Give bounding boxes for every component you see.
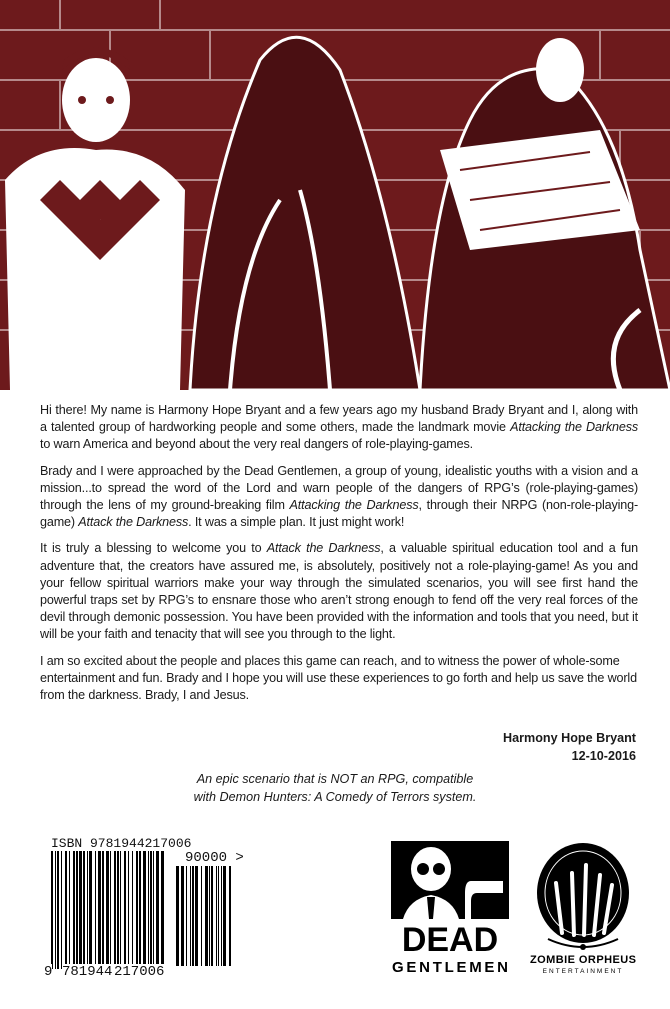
- barcode-bar: [132, 851, 133, 969]
- text: , a valuable spiritual education tool and a fun adventure that, the creators have assured me, is absolutely, positively not a role-playing-game! As you and your fellow spiritual warriors make your way through the simulated scenarios, you will see first hand the powerful traps set by RPG’s to ensnare those who aren’t strong enough to fend off the very real forces of the devil through demonic possession. You have been provided with the information and tools that you need, but it will be your faith and tenacity that will see you through to the light.: [40, 541, 638, 642]
- price-barcode: [176, 866, 234, 966]
- barcode-bar: [95, 851, 96, 969]
- text: , through their NRPG (non-role-playing-game): [40, 498, 639, 530]
- text: It is truly a blessing to welcome you to: [40, 541, 267, 556]
- isbn-label: ISBN 9781944217006: [51, 836, 192, 851]
- barcode-bar: [218, 866, 219, 966]
- barcode-bar: [120, 851, 121, 969]
- back-cover-text: [40, 402, 638, 713]
- barcode-bar: [186, 866, 187, 966]
- isbn-barcode: [51, 851, 163, 969]
- barcode-bar: [161, 851, 164, 969]
- illustration-artwork: [0, 0, 670, 390]
- barcode-bar: [201, 866, 202, 966]
- barcode-bar: [124, 851, 126, 969]
- film-title: Attacking the Darkness: [289, 498, 419, 513]
- barcode-bar: [181, 866, 184, 966]
- barcode-bar: [102, 851, 104, 969]
- text: I am so excited about the people and places this game can reach, and to witness the power of whole-some entertainment and fun. Brady and I hope you will use these experiences to go forth and help us save the world from the darkness. Brady, I and Jesus.: [40, 653, 637, 703]
- barcode-bar: [89, 851, 92, 969]
- barcode-bar: [51, 851, 53, 969]
- barcode-bar: [69, 851, 70, 969]
- barcode-bar: [139, 851, 141, 969]
- barcode-bar: [76, 851, 78, 969]
- barcode-digits-3: 217006: [114, 964, 165, 980]
- barcode-bar: [106, 851, 109, 969]
- barcode-bar: [61, 851, 62, 969]
- barcode-bar: [216, 866, 217, 966]
- barcode-bar: [117, 851, 119, 969]
- paragraph-2: [40, 463, 638, 532]
- text: . It was a simple plan. It just might work!: [188, 515, 405, 530]
- barcode-bar: [98, 851, 101, 969]
- barcode-bar: [128, 851, 129, 969]
- barcode-bar: [136, 851, 138, 969]
- cover-illustration: [0, 0, 670, 390]
- barcode-bar: [150, 851, 152, 969]
- barcode-bar: [223, 866, 226, 966]
- svg-text:DEAD: DEAD: [401, 921, 499, 959]
- zombie-orpheus-logo: [528, 843, 638, 975]
- game-title: Attack the Darkness: [266, 541, 381, 556]
- barcode-bar: [153, 851, 154, 969]
- barcode-bar: [192, 866, 194, 966]
- barcode-bar: [190, 866, 191, 966]
- tagline: [0, 770, 670, 806]
- price-code: 90000 >: [185, 850, 244, 866]
- barcode-bar: [65, 851, 67, 969]
- signature-name: Harmony Hope Bryant: [503, 731, 636, 745]
- barcode-bar: [57, 851, 59, 969]
- paragraph-4: [40, 653, 638, 705]
- barcode-bar: [55, 851, 56, 969]
- dead-gentlemen-logo: [391, 841, 509, 974]
- tagline-line-2: with Demon Hunters: A Comedy of Terrors system.: [193, 790, 477, 804]
- barcode-bar: [110, 851, 111, 969]
- barcode-bar: [229, 866, 231, 966]
- barcode-digit-1: 9: [44, 964, 53, 980]
- barcode-bar: [176, 866, 179, 966]
- barcode-bar: [114, 851, 116, 969]
- signature-date: 12-10-2016: [571, 749, 636, 763]
- film-title: Attacking the Darkness: [510, 420, 638, 435]
- barcode-bar: [195, 866, 198, 966]
- barcode-bar: [87, 851, 88, 969]
- barcode-bar: [143, 851, 146, 969]
- paragraph-1: [40, 402, 638, 454]
- svg-text:GENTLEMEN: GENTLEMEN: [392, 959, 508, 974]
- text: Brady and I were approached by the Dead Gentlemen, a group of young, idealistic youths with a vision and a mission...to spread the word of the Lord and warn people of the dangers of RPG’s (role-playing-games) through the lens of my ground-breaking film: [40, 463, 638, 513]
- barcode-bar: [209, 866, 210, 966]
- paragraph-3: [40, 540, 638, 643]
- tagline-line-1: An epic scenario that is NOT an RPG, compatible: [196, 772, 474, 786]
- barcode-digits-2: 781944: [62, 964, 113, 980]
- svg-text:ENTERTAINMENT: ENTERTAINMENT: [542, 968, 624, 975]
- barcode-bar: [79, 851, 82, 969]
- barcode-bar: [211, 866, 213, 966]
- signature: [503, 729, 636, 765]
- text: to warn America and beyond about the very real dangers of role-playing-games.: [40, 437, 473, 452]
- game-title: Attack the Darkness: [78, 515, 189, 530]
- text: Hi there! My name is Harmony Hope Bryant and a few years ago my husband Brady Bryant and I, along with a talented group of hardworking people and some others, made the landmark movie: [40, 403, 638, 435]
- barcode-bar: [205, 866, 208, 966]
- barcode-bar: [73, 851, 75, 969]
- barcode-bar: [221, 866, 222, 966]
- barcode-bar: [156, 851, 159, 969]
- svg-text:ZOMBIE ORPHEUS: ZOMBIE ORPHEUS: [530, 954, 636, 966]
- barcode-bar: [148, 851, 149, 969]
- barcode-bar: [83, 851, 85, 969]
